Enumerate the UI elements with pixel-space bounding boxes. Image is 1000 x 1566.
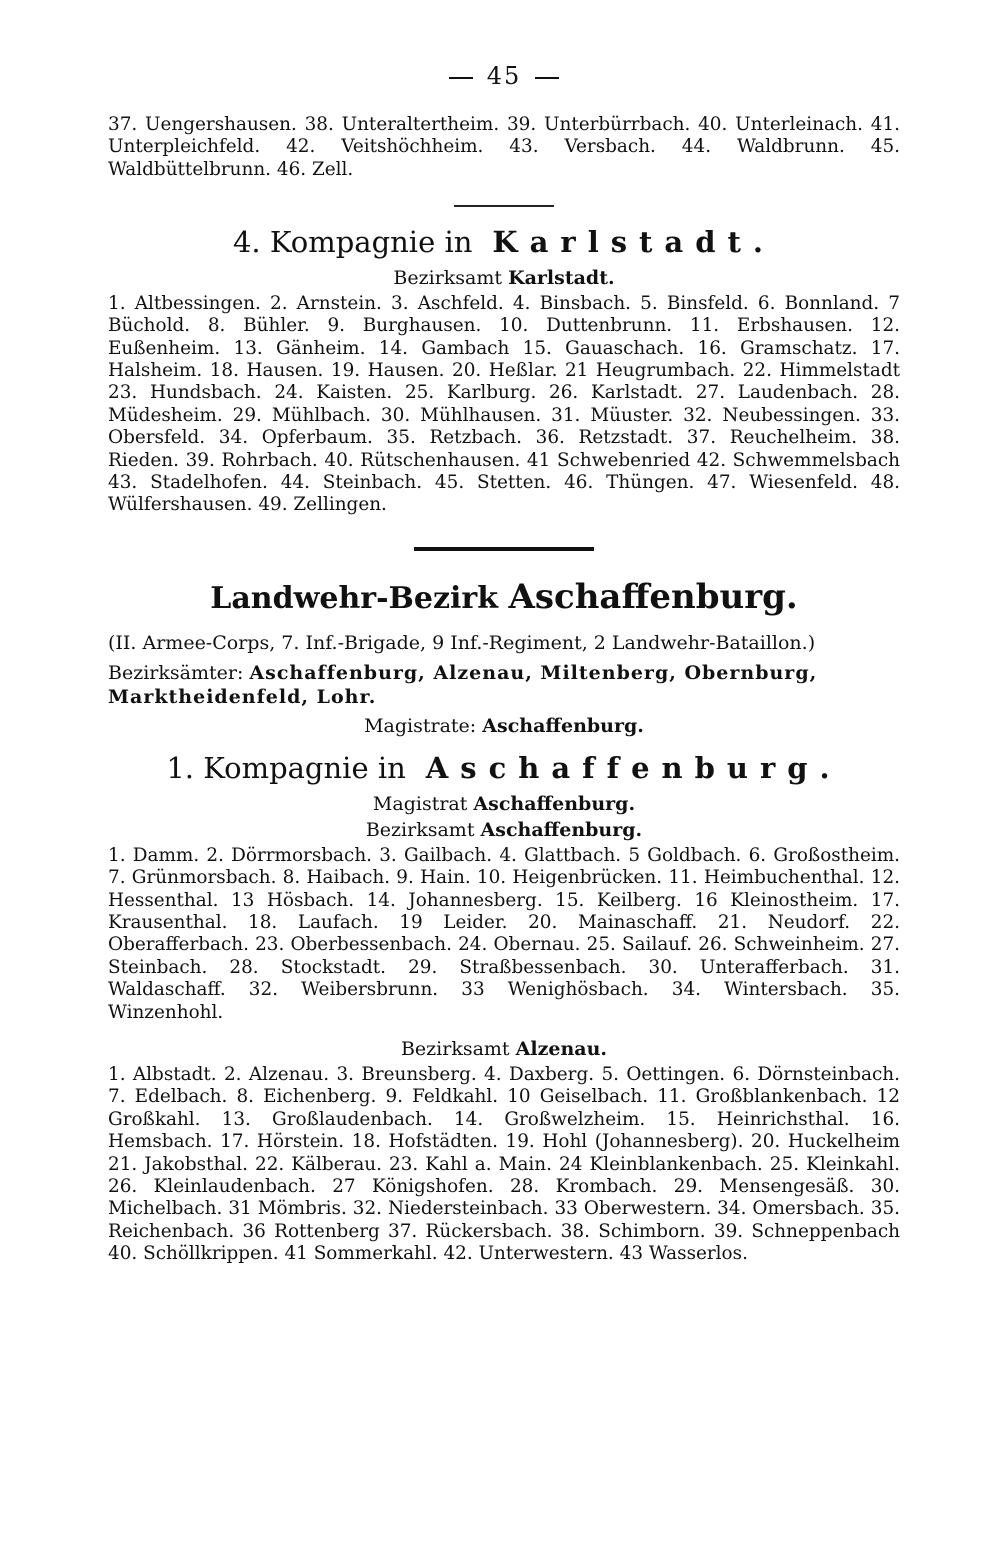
company-1-place: Aschaffenburg. — [425, 750, 842, 785]
landwehr-heading — [108, 577, 900, 617]
bezirksaemter-label: Bezirksämter: — [108, 661, 244, 684]
corps-line: (II. Armee-Corps, 7. Inf.-Brigade, 9 Inf.-Regiment, 2 Landwehr-Bataillon.) — [108, 631, 816, 654]
company-4-heading — [108, 225, 900, 259]
company-1-heading — [108, 751, 900, 785]
magistrat-name: Aschaffenburg. — [473, 792, 636, 815]
bezirksamt-name: Karlstadt. — [508, 266, 615, 289]
intro-paragraph: 37. Uengershausen. 38. Unteraltertheim. 39. Unterbürrbach. 40. Unterleinach. 41. Unterpleichfeld. 42. Veitshöchheim. 43. Versbach. 44. Waldbrunn. 45. Waldbüttelbrunn. 46. Zell. — [108, 114, 900, 180]
divider-long — [414, 547, 594, 551]
magistrate-name: Aschaffenburg. — [482, 714, 644, 737]
bezirksaemter-line — [108, 661, 900, 709]
magistrat-label: Magistrat — [372, 792, 468, 815]
bezirksamt-label: Bezirksamt — [393, 266, 503, 289]
company-1-bezirksamt — [108, 819, 900, 841]
company-1-list: 1. Damm. 2. Dörrmorsbach. 3. Gailbach. 4. Glattbach. 5 Goldbach. 6. Großostheim. 7. Grünmorsbach. 8. Haibach. 9. Hain. 10. Heigenbrücken. 11. Heimbuchenthal. 12. Hessenthal. 13 Hösbach. 14. Johannesberg. 15. Keilberg. 16 Kleinostheim. 17. Krausenthal. 18. Laufach. 19 Leider. 20. Mainaschaff. 21. Neudorf. 22. Oberafferbach. 23. Oberbessenbach. 24. Obernau. 25. Sailauf. 26. Schweinheim. 27. Steinbach. 28. Stockstadt. 29. Straßbessenbach. 30. Unterafferbach. 31. Waldaschaff. 32. Weibersbrunn. 33 Wenighösbach. 34. Wintersbach. 35. Winzenhohl. — [108, 844, 900, 1023]
alzenau-bezirksamt — [108, 1038, 900, 1060]
company-4-prefix: 4. Kompagnie in — [232, 224, 473, 259]
company-1-magistrat — [108, 793, 900, 815]
divider-short — [454, 205, 554, 207]
company-4-bezirksamt — [108, 267, 900, 289]
magistrate-label: Magistrate: — [364, 714, 477, 737]
dash-left — [449, 77, 473, 79]
alzenau-list: 1. Albstadt. 2. Alzenau. 3. Breunsberg. 4. Daxberg. 5. Oettingen. 6. Dörnsteinbach. 7. Edelbach. 8. Eichenberg. 9. Feldkahl. 10 Geiselbach. 11. Großblankenbach. 12 Großkahl. 13. Großlaudenbach. 14. Großwelzheim. 15. Heinrichsthal. 16. Hemsbach. 17. Hörstein. 18. Hofstädten. 19. Hohl (Johannesberg). 20. Huckelheim 21. Jakobsthal. 22. Kälberau. 23. Kahl a. Main. 24 Kleinblankenbach. 25. Kleinkahl. 26. Kleinlaudenbach. 27 Königshofen. 28. Krombach. 29. Mensengesäß. 30. Michelbach. 31 Mömbris. 32. Niedersteinbach. 33 Oberwestern. 34. Omersbach. 35. Reichenbach. 36 Rottenberg 37. Rückersbach. 38. Schimborn. 39. Schneppenbach 40. Schöllkrippen. 41 Sommerkahl. 42. Unterwestern. 43 Wasserlos. — [108, 1064, 900, 1265]
company-1-prefix: 1. Kompagnie in — [166, 750, 406, 785]
landwehr-prefix: Landwehr-Bezirk — [210, 580, 499, 616]
alzenau-name: Alzenau. — [515, 1038, 608, 1061]
alzenau-label: Bezirksamt — [400, 1038, 510, 1061]
page-number — [108, 62, 900, 90]
bezirksaemter-list: Aschaffenburg, Alzenau, Miltenberg, Obernburg, Marktheidenfeld, Lohr. — [108, 661, 818, 708]
page-number-text: 45 — [486, 62, 522, 90]
magistrate-line — [108, 715, 900, 737]
bezirksamt-label: Bezirksamt — [365, 818, 475, 841]
company-4-list: 1. Altbessingen. 2. Arnstein. 3. Aschfeld. 4. Binsbach. 5. Binsfeld. 6. Bonnland. 7 Büchold. 8. Bühler. 9. Burghausen. 10. Duttenbrunn. 11. Erbshausen. 12. Eußenheim. 13. Gänheim. 14. Gambach 15. Gauaschach. 16. Gramschatz. 17. Halsheim. 18. Hausen. 19. Hausen. 20. Heßlar. 21 Heugrumbach. 22. Himmelstadt 23. Hundsbach. 24. Kaisten. 25. Karlburg. 26. Karlstadt. 27. Laudenbach. 28. Müdesheim. 29. Mühlbach. 30. Mühlhausen. 31. Müuster. 32. Neubessingen. 33. Obersfeld. 34. Opferbaum. 35. Retzbach. 36. Retzstadt. 37. Reuchelheim. 38. Rieden. 39. Rohrbach. 40. Rütschenhausen. 41 Schwebenried 42. Schwemmelsbach 43. Stadelhofen. 44. Steinbach. 45. Stetten. 46. Thüngen. 47. Wiesenfeld. 48. Wülfershausen. 49. Zellingen. — [108, 292, 900, 516]
dash-right — [535, 77, 559, 79]
landwehr-place: Aschaffenburg. — [508, 576, 798, 617]
bezirksamt-name: Aschaffenburg. — [480, 818, 643, 841]
company-4-place: Karlstadt. — [492, 224, 775, 259]
